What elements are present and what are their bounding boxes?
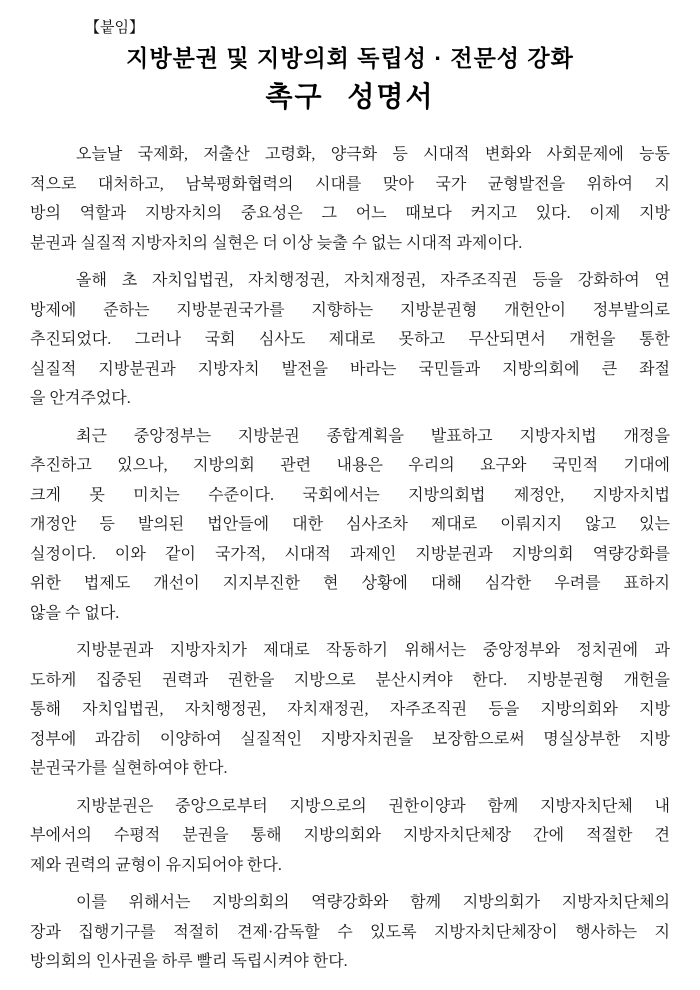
statement-line: 크게 못 미치는 수준이다. 국회에서는 지방의회법 제정안, 지방자치법 — [30, 486, 670, 504]
statement-line: 지방분권은 중앙으로부터 지방으로의 권한이양과 함께 지방자치단체 내 — [76, 797, 670, 815]
statement-line: 부에서의 수평적 분권을 통해 지방의회와 지방자치단체장 간에 적절한 견 — [30, 827, 670, 844]
statement-line: 오늘날 국제화, 저출산 고령화, 양극화 등 시대적 변화와 사회문제에 능동 — [76, 146, 670, 163]
statement-line: 통해 자치입법권, 자치행정권, 자치재정권, 자주조직권 등을 지방의회와 지방 — [30, 701, 670, 718]
statement-line: 제와 권력의 균형이 유지되어야 한다. — [30, 856, 282, 874]
statement-line: 실질적 지방분권과 지방자치 발전을 바라는 국민들과 지방의회에 큰 좌절 — [30, 360, 670, 378]
document-title-line1: 지방분권 및 지방의회 독립성 · 전문성 강화 — [126, 45, 574, 71]
attachment-label: 【붙임】 — [85, 20, 144, 36]
document-title-line2: 촉구 성명서 — [265, 81, 435, 112]
statement-line: 추진하고 있으나, 지방의회 관련 내용은 우리의 요구와 국민적 기대에 — [30, 457, 670, 474]
statement-line: 도하게 집중된 권력과 권한을 지방으로 분산시켜야 한다. 지방분권형 개헌을 — [30, 671, 670, 689]
document-body — [30, 140, 670, 977]
paragraph-3 — [30, 422, 670, 629]
statement-line: 실정이다. 이와 같이 국가적, 시대적 과제인 지방분권과 지방의회 역량강화를 — [30, 545, 670, 563]
paragraph-4 — [30, 636, 670, 784]
statement-line: 이를 위해서는 지방의회의 역량강화와 함께 지방의회가 지방자치단체의 — [76, 894, 670, 911]
statement-line: 올해 초 자치입법권, 자치행정권, 자치재정권, 자주조직권 등을 강화하여 연 — [76, 272, 670, 289]
statement-line: 분권과 실질적 지방자치의 실현은 더 이상 늦출 수 없는 시대적 과제이다. — [30, 234, 523, 252]
statement-line: 않을 수 없다. — [30, 604, 120, 622]
paragraph-6 — [30, 888, 670, 977]
statement-line: 방의 역할과 지방자치의 중요성은 그 어느 때보다 커지고 있다. 이제 지방 — [30, 205, 670, 222]
paragraph-5 — [30, 792, 670, 881]
statement-line: 최근 중앙정부는 지방분권 종합계획을 발표하고 지방자치법 개정을 — [76, 427, 670, 445]
statement-line: 정부에 과감히 이양하여 실질적인 지방자치권을 보장함으로써 명실상부한 지방 — [30, 730, 670, 748]
statement-line: 장과 집행기구를 적절히 견제·감독할 수 있도록 지방자치단체장이 행사하는 지 — [30, 923, 670, 941]
statement-line: 분권국가를 실현하여야 한다. — [30, 760, 228, 777]
statement-line: 추진되었다. 그러나 국회 심사도 제대로 못하고 무산되면서 개헌을 통한 — [30, 331, 670, 348]
statement-line: 지방분권과 지방자치가 제대로 작동하기 위해서는 중앙정부와 정치권에 과 — [76, 642, 670, 659]
statement-line: 방제에 준하는 지방분권국가를 지향하는 지방분권형 개헌안이 정부발의로 — [30, 301, 670, 319]
paragraph-2 — [30, 266, 670, 414]
statement-line: 개정안 등 발의된 법안들에 대한 심사조차 제대로 이뤄지지 않고 있는 — [30, 516, 670, 533]
statement-line: 적으로 대처하고, 남북평화협력의 시대를 맞아 국가 균형발전을 위하여 지 — [30, 175, 670, 193]
statement-line: 방의회의 인사권을 하루 빨리 독립시켜야 한다. — [30, 953, 348, 970]
paragraph-1 — [30, 140, 670, 258]
statement-line: 을 안겨주었다. — [30, 390, 131, 407]
statement-line: 위한 법제도 개선이 지지부진한 현 상황에 대해 심각한 우려를 표하지 — [30, 575, 670, 592]
